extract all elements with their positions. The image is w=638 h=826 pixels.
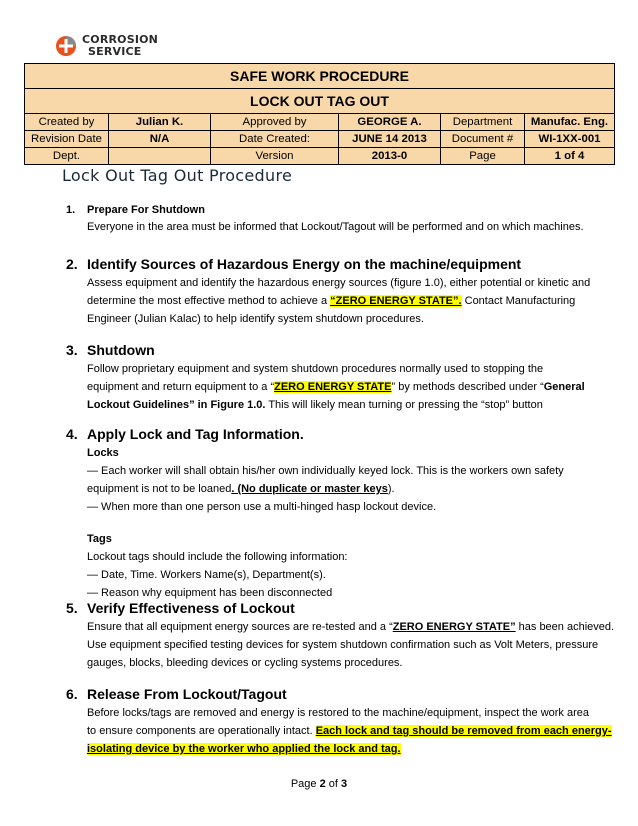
body-line <box>87 618 614 636</box>
logo-text-line2: SERVICE <box>88 45 142 58</box>
company-logo <box>55 33 175 63</box>
header-row-revision <box>25 131 615 148</box>
footer-prefix: Page <box>290 778 320 790</box>
header-row-created <box>25 114 615 131</box>
value-document-number: WI-1XX-001 <box>525 131 615 148</box>
body-line: Lockout tags should include the following information: <box>87 551 348 563</box>
body-line <box>87 292 590 310</box>
label-created-by: Created by <box>25 114 109 131</box>
body-line: Follow proprietary equipment and system shutdown procedures normally used to stopping the <box>87 363 544 375</box>
step-body <box>87 618 614 672</box>
step-body-locks <box>87 444 564 516</box>
step-heading <box>66 600 295 616</box>
value-page: 1 of 4 <box>525 148 615 165</box>
logo-text-line1: CORROSION <box>82 33 159 46</box>
label-document-number: Document # <box>441 131 525 148</box>
body-line: — Reason why equipment has been disconnected <box>87 587 333 599</box>
label-date-created: Date Created: <box>211 131 339 148</box>
body-text: ” by methods described under “ <box>391 381 544 393</box>
step-number: 6. <box>66 686 78 702</box>
label-department: Department <box>441 114 525 131</box>
step-number: 5. <box>66 600 78 616</box>
step-number: 1. <box>66 204 76 216</box>
value-revision-date: N/A <box>109 131 211 148</box>
body-text: Contact Manufacturing <box>461 295 576 307</box>
zero-energy-state-highlight: “ZERO ENERGY STATE”. <box>330 295 462 307</box>
body-line <box>87 480 564 498</box>
body-text: Ensure that all equipment energy sources are re-tested and a “ <box>87 621 393 633</box>
header-row-dept <box>25 148 615 165</box>
locks-label: Locks <box>87 447 119 459</box>
value-approved-by: GEORGE A. <box>339 114 441 131</box>
step-title: Apply Lock and Tag Information. <box>87 426 304 442</box>
step-body <box>87 218 584 236</box>
lock-removal-highlight: isolating device by the worker who applied the lock and tag. <box>87 743 401 755</box>
header-title-safe-work-procedure: SAFE WORK PROCEDURE <box>25 64 615 89</box>
value-department: Manufac. Eng. <box>525 114 615 131</box>
label-revision-date: Revision Date <box>25 131 109 148</box>
body-line <box>87 396 585 414</box>
step-number: 2. <box>66 256 78 272</box>
value-version: 2013-0 <box>339 148 441 165</box>
footer-mid: of <box>325 778 342 790</box>
step-heading <box>66 204 205 216</box>
body-line: Assess equipment and identify the hazardous energy sources (figure 1.0), either potential or kinetic and <box>87 277 591 289</box>
step-body <box>87 704 612 758</box>
body-text: This will likely mean turning or pressing the “stop” button <box>265 399 543 411</box>
step-body <box>87 274 590 328</box>
body-line: Use equipment specified testing devices for system shutdown confirmation such as Volt Meters, pressure <box>87 639 599 651</box>
body-line: — When more than one person use a multi-hinged hasp lockout device. <box>87 501 437 513</box>
body-text: ). <box>387 483 395 495</box>
step-heading <box>66 686 287 702</box>
tags-label: Tags <box>87 533 112 545</box>
corrosion-service-logo-icon <box>55 34 79 58</box>
body-text-bold: Lockout Guidelines” in Figure 1.0. <box>87 399 266 411</box>
label-page: Page <box>441 148 525 165</box>
step-heading <box>66 342 155 358</box>
body-line <box>87 378 585 396</box>
body-line: gauges, blocks, bleeding devices or cycling systems procedures. <box>87 657 403 669</box>
step-heading <box>66 426 304 442</box>
step-title: Identify Sources of Hazardous Energy on the machine/equipment <box>87 256 522 272</box>
header-title-lock-out-tag-out: LOCK OUT TAG OUT <box>25 89 615 114</box>
zero-energy-state-text: ZERO ENERGY STATE” <box>392 621 516 633</box>
label-approved-by: Approved by <box>211 114 339 131</box>
value-created-by: Julian K. <box>109 114 211 131</box>
step-number: 3. <box>66 342 78 358</box>
body-line: — Date, Time. Workers Name(s), Department(s). <box>87 569 326 581</box>
body-line: Engineer (Julian Kalac) to help identify system shutdown procedures. <box>87 313 424 325</box>
body-text: determine the most effective method to achieve a <box>87 295 331 307</box>
footer-current-page: 2 <box>319 778 326 790</box>
step-title: Prepare For Shutdown <box>87 204 205 216</box>
step-heading <box>66 256 521 272</box>
step-body <box>87 360 585 414</box>
body-line: Everyone in the area must be informed that Lockout/Tagout will be performed and on which machines. <box>87 221 584 233</box>
body-line <box>87 740 612 758</box>
body-line <box>87 722 612 740</box>
value-dept <box>109 148 211 165</box>
body-text-bold: General <box>543 381 585 393</box>
lock-removal-highlight: Each lock and tag should be removed from each energy- <box>315 725 612 737</box>
document-title: Lock Out Tag Out Procedure <box>62 166 293 185</box>
value-date-created: JUNE 14 2013 <box>339 131 441 148</box>
no-duplicate-keys-note: . (No duplicate or master keys <box>231 483 388 495</box>
procedure-header-table <box>24 63 615 165</box>
body-line: Before locks/tags are removed and energy is restored to the machine/equipment, inspect the work area <box>87 707 589 719</box>
step-title: Release From Lockout/Tagout <box>87 686 287 702</box>
step-body-tags <box>87 530 348 602</box>
page-footer <box>0 778 638 790</box>
label-dept: Dept. <box>25 148 109 165</box>
zero-energy-state-highlight: ZERO ENERGY STATE <box>274 381 392 393</box>
step-title: Verify Effectiveness of Lockout <box>87 600 295 616</box>
body-text: equipment and return equipment to a “ <box>87 381 275 393</box>
footer-total-pages: 3 <box>341 778 348 790</box>
body-text: equipment is not to be loaned <box>87 483 232 495</box>
step-title: Shutdown <box>87 342 155 358</box>
step-number: 4. <box>66 426 78 442</box>
body-text: has been achieved. <box>515 621 615 633</box>
body-text: to ensure components are operationally intact. <box>87 725 316 737</box>
body-line: — Each worker will shall obtain his/her own individually keyed lock. This is the workers own safety <box>87 465 564 477</box>
label-version: Version <box>211 148 339 165</box>
